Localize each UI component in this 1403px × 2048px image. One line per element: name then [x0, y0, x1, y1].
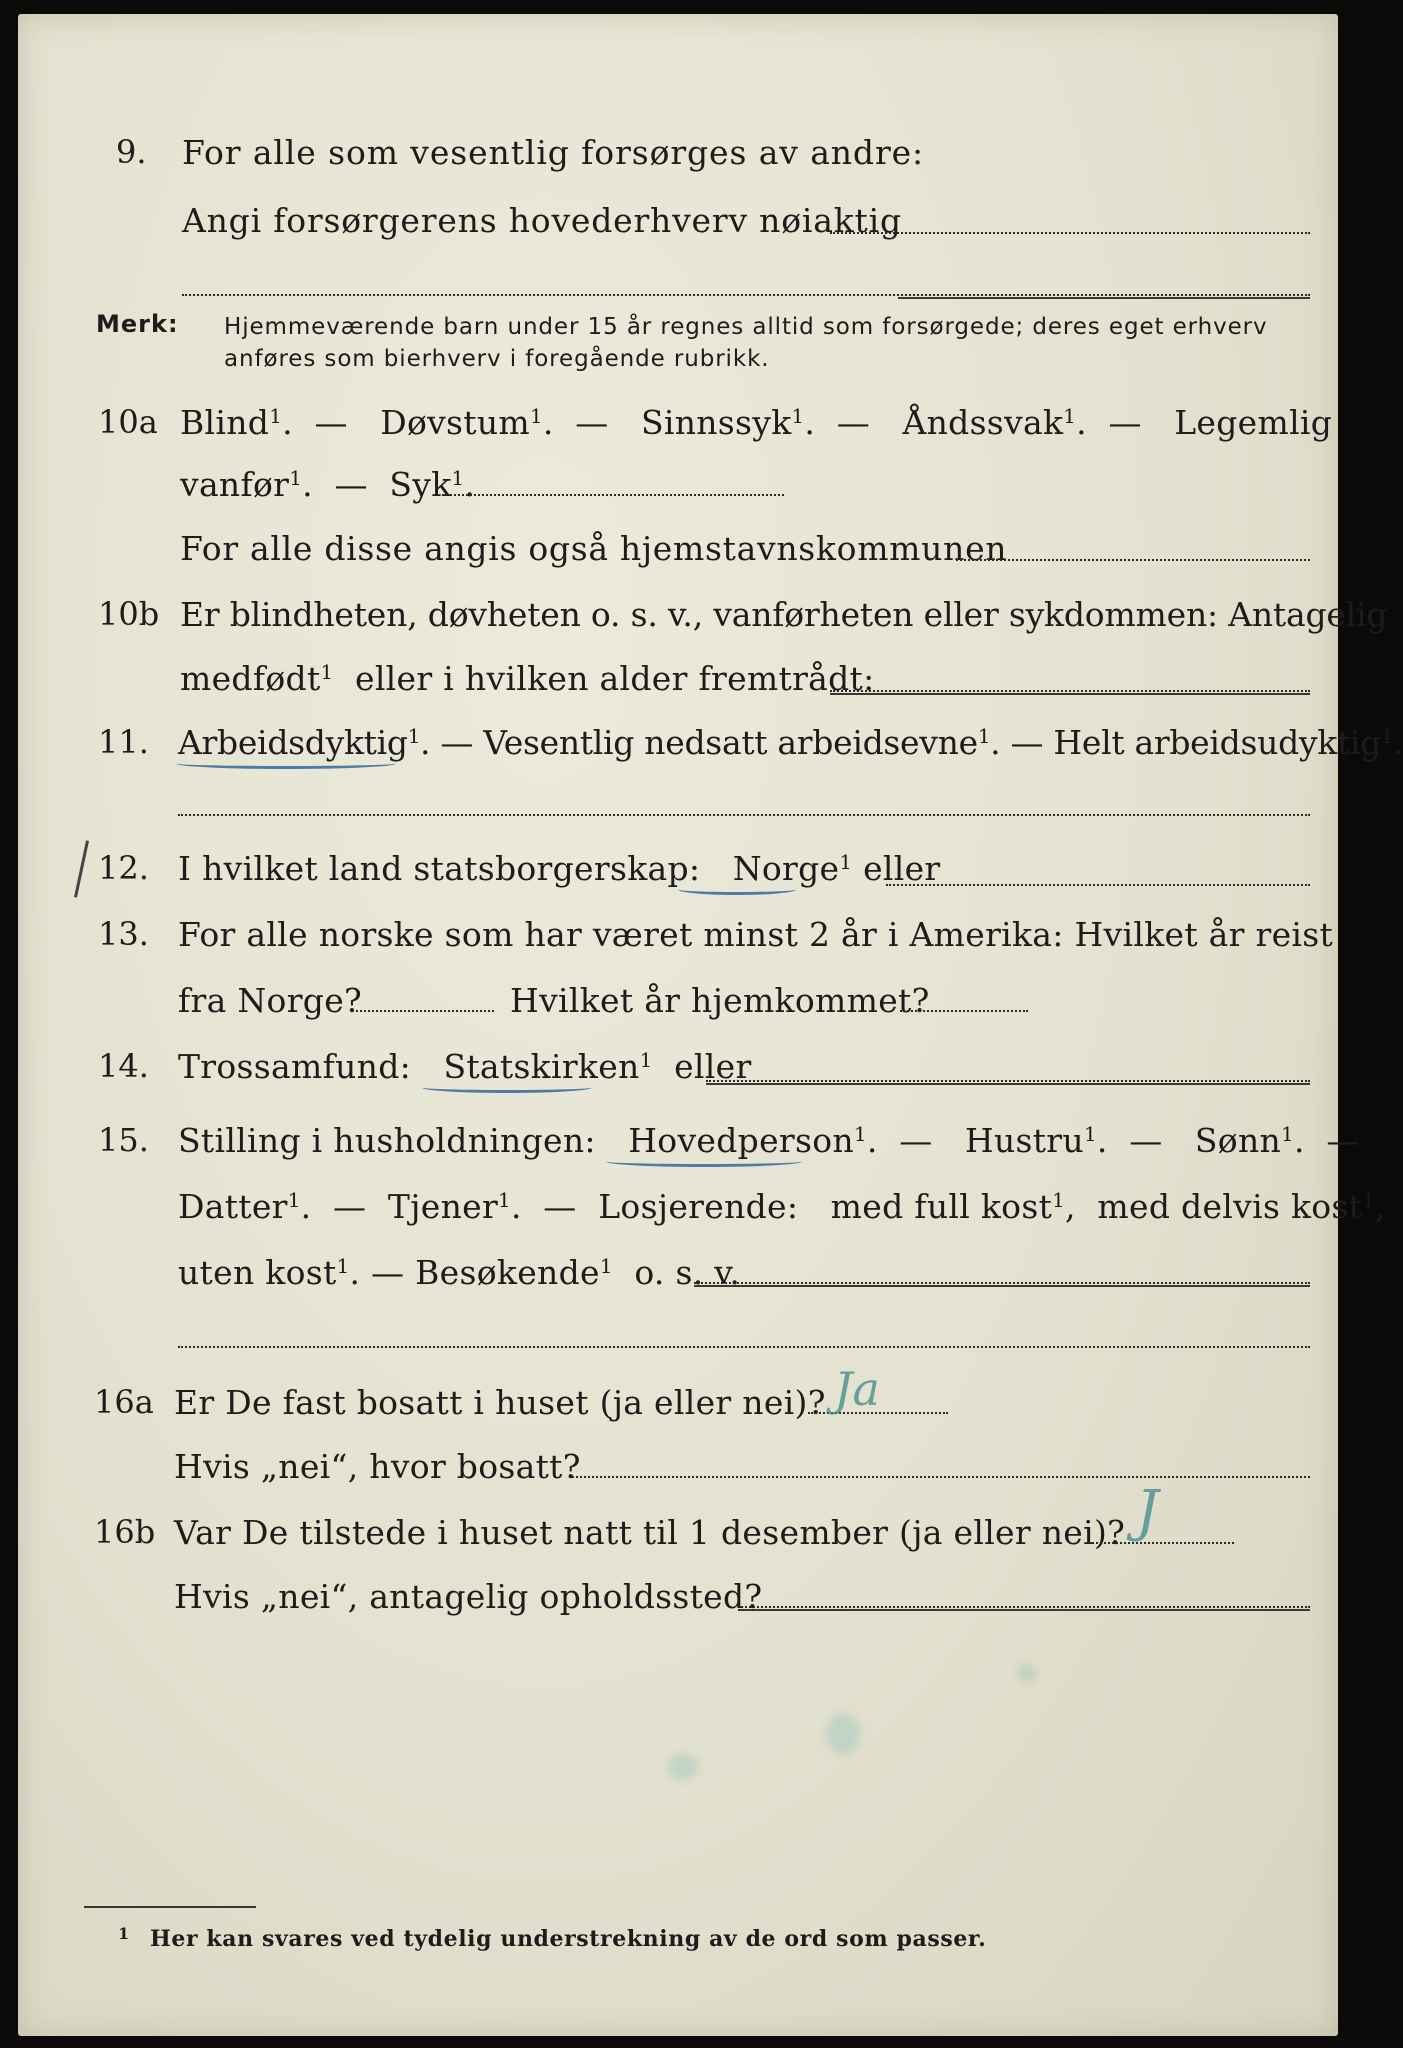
- question-number: 16b: [94, 1513, 156, 1551]
- q10a-answer-line-2: [956, 559, 1310, 561]
- q12-answer-line: [886, 884, 1310, 886]
- q9-text: For alle som vesentlig forsørges av andre:: [182, 133, 925, 172]
- option-syk: Syk: [389, 465, 452, 504]
- option-tjener: Tjener: [387, 1187, 499, 1226]
- q10b-line2: medfødt$^1$ eller i hvilken alder fremtrådt:: [180, 659, 875, 698]
- q16b-line2: Hvis „nei“, antagelig opholdssted?: [174, 1577, 763, 1616]
- q16a-answer-line-2: [572, 1476, 1310, 1478]
- q13-line2a: fra Norge?: [178, 981, 363, 1020]
- q14-answer-line: [706, 1080, 1310, 1082]
- question-number: 14.: [98, 1047, 149, 1085]
- ink-smudge: [826, 1714, 860, 1754]
- q14-rule: [706, 1083, 1310, 1085]
- ink-smudge: [668, 1754, 698, 1780]
- q10b-line1: Er blindheten, døvheten o. s. v., vanførheten eller sykdommen: Antagelig: [180, 595, 1388, 634]
- question-number: 10b: [98, 595, 160, 633]
- q16a-line1: Er De fast bosatt i huset (ja eller nei)?: [174, 1383, 826, 1422]
- question-number: 15.: [98, 1121, 149, 1159]
- option-uten-kost: uten kost: [178, 1253, 337, 1292]
- q13-answer-line-reist: [352, 1010, 494, 1012]
- check-mark: [74, 840, 89, 897]
- footnote-text: Her kan svares ved tydelig understrekning av de ord som passer.: [150, 1926, 987, 1952]
- q10b-answer-line: [830, 690, 1310, 692]
- q10b-line2-text: eller i hvilken alder fremtrådt:: [355, 659, 875, 698]
- q12-eller: eller: [863, 849, 941, 888]
- option-andssvak: Åndssvak: [902, 403, 1064, 442]
- question-number: 12.: [98, 849, 149, 887]
- option-sonn: Sønn: [1194, 1121, 1282, 1160]
- q14-text: Trossamfund:: [178, 1047, 412, 1086]
- handwritten-answer-j: J: [1136, 1479, 1159, 1544]
- q12-text: I hvilket land statsborgerskap:: [178, 849, 701, 888]
- option-helt-udyktig: Helt arbeidsudyktig: [1053, 723, 1381, 762]
- option-dovstum: Døvstum: [380, 403, 530, 442]
- q15-rule: [694, 1285, 1310, 1287]
- question-number: 16a: [94, 1383, 154, 1421]
- q15-text: Stilling i husholdningen:: [178, 1121, 596, 1160]
- q11-answer-line: [178, 814, 1310, 816]
- answer-underline-norge: [678, 884, 796, 895]
- q12-line1: I hvilket land statsborgerskap: Norge$^1$ eller: [178, 849, 941, 888]
- q16b-answer-line-2: [738, 1606, 1310, 1608]
- option-hovedperson: Hovedperson: [628, 1121, 854, 1160]
- option-arbeidsdyktig: Arbeidsdyktig: [178, 723, 408, 762]
- q13-line2b: Hvilket år hjemkommet?: [510, 981, 930, 1020]
- option-hustru: Hustru: [964, 1121, 1084, 1160]
- q16b-rule: [738, 1609, 1310, 1611]
- q16a-line2: Hvis „nei“, hvor bosatt?: [174, 1447, 581, 1486]
- option-vanfor: vanfør: [180, 465, 290, 504]
- q10a-answer-line: [442, 494, 784, 496]
- question-number: 9.: [116, 133, 147, 171]
- q15-line2: Datter$^1$. — Tjener$^1$. — Losjerende: med full kost$^1$, med delvis kost$^1$,: [178, 1187, 1386, 1226]
- q10a-line1: Blind$^1$. — Døvstum$^1$. — Sinnssyk$^1$. — Åndssvak$^1$. — Legemlig: [180, 403, 1333, 442]
- q9-text-2: Angi forsørgerens hovederhverv nøiaktig: [182, 201, 902, 240]
- q10b-rule: [830, 693, 1310, 695]
- q16b-line1: Var De tilstede i huset natt til 1 desember (ja eller nei)?: [174, 1513, 1126, 1552]
- q14-eller: eller: [674, 1047, 752, 1086]
- q11-line1: Arbeidsdyktig$^1$. — Vesentlig nedsatt arbeidsevne$^1$. — Helt arbeidsudyktig$^1$.: [178, 723, 1403, 762]
- answer-underline-arbeidsdyktig: [176, 758, 396, 769]
- question-number: 11.: [98, 723, 149, 761]
- q9-answer-line: [830, 232, 1310, 234]
- option-besokende: Besøkende: [415, 1253, 600, 1292]
- q15-osv: o. s. v.: [634, 1253, 741, 1292]
- merk-text: Hjemmeværende barn under 15 år regnes alltid som forsørgede; deres eget erhverv: [224, 314, 1268, 340]
- handwritten-answer-ja: Ja: [834, 1362, 880, 1416]
- footnote-rule: [84, 1906, 256, 1908]
- answer-underline-hovedperson: [606, 1156, 802, 1167]
- q13-answer-line-hjem: [900, 1010, 1028, 1012]
- q15-line1: Stilling i husholdningen: Hovedperson$^1$. — Hustru$^1$. — Sønn$^1$. —: [178, 1121, 1360, 1160]
- q10a-line2: vanfør$^1$. — Syk$^1$.: [180, 465, 476, 504]
- option-medfodt: medfødt: [180, 659, 321, 698]
- q13-line1: For alle norske som har været minst 2 år i Amerika: Hvilket år reist: [178, 915, 1334, 954]
- q10a-line3: For alle disse angis også hjemstavnskommunen: [180, 529, 1008, 568]
- q15-line3: uten kost$^1$. — Besøkende$^1$ o. s. v.: [178, 1253, 741, 1292]
- option-legemlig: Legemlig: [1174, 403, 1333, 442]
- q15-answer-line-2: [178, 1346, 1310, 1348]
- merk-label: Merk:: [96, 310, 179, 338]
- footnote-mark: 1: [118, 1924, 130, 1943]
- option-sinnssyk: Sinnssyk: [640, 403, 792, 442]
- q9-rule: [898, 297, 1310, 299]
- q14-line1: Trossamfund: Statskirken$^1$ eller: [178, 1047, 752, 1086]
- option-losjerende: Losjerende:: [598, 1187, 799, 1226]
- option-norge: Norge: [732, 849, 840, 888]
- q9-answer-line-2: [182, 294, 1310, 296]
- merk-text-2: anføres som bierhverv i foregående rubrikk.: [224, 346, 770, 372]
- option-statskirken: Statskirken: [443, 1047, 640, 1086]
- option-blind: Blind: [180, 403, 270, 442]
- option-full-kost: med full kost: [830, 1187, 1053, 1226]
- ink-smudge: [1018, 1664, 1036, 1682]
- census-form-page: [18, 14, 1403, 2036]
- q15-answer-line: [694, 1282, 1310, 1284]
- question-number: 10a: [98, 403, 158, 441]
- option-delvis-kost: med delvis kost: [1097, 1187, 1363, 1226]
- q16b-answer-line: [1088, 1542, 1234, 1544]
- question-number: 13.: [98, 915, 149, 953]
- option-datter: Datter: [178, 1187, 288, 1226]
- option-vesentlig-nedsatt: Vesentlig nedsatt arbeidsevne: [483, 723, 978, 762]
- answer-underline-statskirken: [422, 1082, 592, 1093]
